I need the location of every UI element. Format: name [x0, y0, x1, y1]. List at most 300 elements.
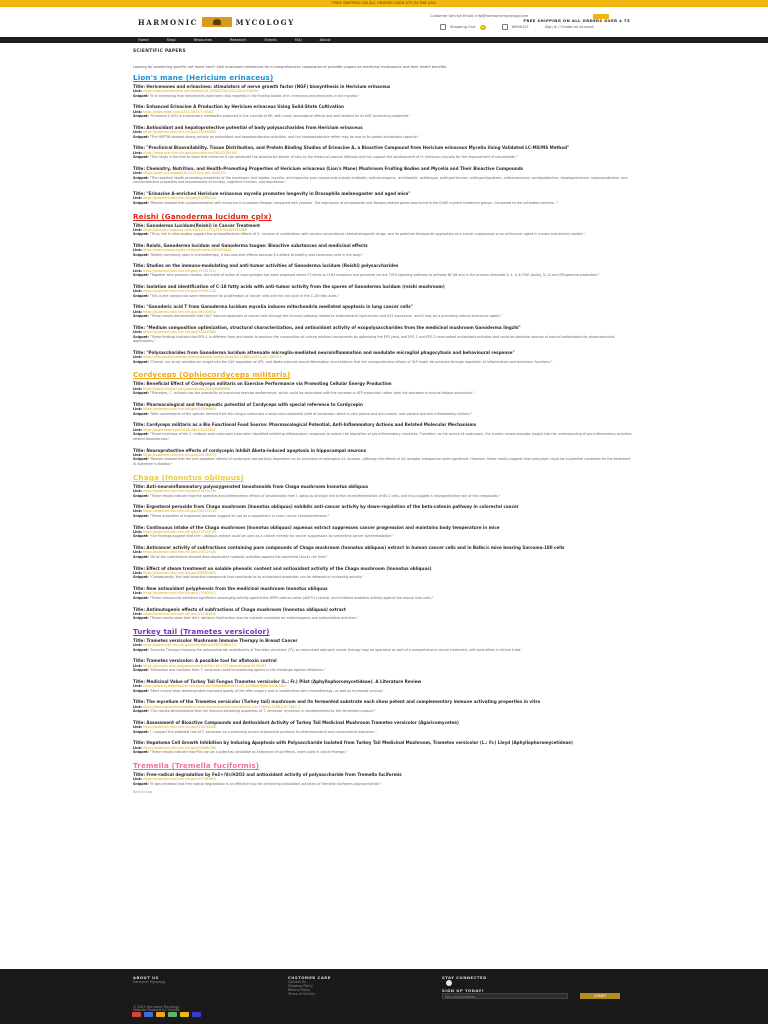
paper-entry: [133, 448, 633, 467]
snippet-label: Snippet:: [133, 114, 149, 119]
paper-snippet: "The reported health-promoting properties of the mushroom fruit bodies, mycelia, and bioactive pure compounds include antibiotic, anticarcinogenic, antidiabetic, antifatigue, antihypertensive, antihyperlipodemic, antisenescence, cardioprotective, hepatoprotective, nephroprotective, and neuroprotective properties and improvement of anxiety, cognitive function, and depression.": [133, 175, 628, 185]
paper-snippet-row: [133, 782, 633, 787]
paper-snippet: "Wild counterparts of the species derived from this fungus comprises a large and substantial yield of cordycepin which is very potent and anti-cancer, anti-oxidant and anti-inflammatory actions.": [149, 411, 473, 416]
nav-item-shop[interactable]: Shop: [166, 38, 176, 42]
paper-entry: [133, 525, 633, 539]
paper-snippet-row: [133, 155, 633, 160]
payment-method-icon: [180, 1012, 189, 1017]
snippet-label: Snippet:: [133, 575, 149, 580]
paper-snippet: "Our results demonstrated that the immune activating properties of T. versicolor mycelium is complemented by the fermented product.": [149, 709, 376, 714]
paper-snippet: "These results indicate that PSK can be a potential candidate as anticancer drug effects, when used in cancer therapy.": [149, 750, 348, 755]
link-label: Link:: [133, 704, 143, 709]
snippet-label: Snippet:: [133, 252, 149, 257]
paper-snippet-row: [133, 596, 633, 601]
snippet-label: Snippet:: [133, 688, 149, 693]
account-link[interactable]: Sign In / Create an Account: [544, 25, 594, 29]
payment-method-icon: [156, 1012, 165, 1017]
paper-snippet: "Results showed that supplementation with erinacine A increased lifespan compared with controls. The expression of antioxidants and lifespan-related genes was found in the EAHE mycelia treatment groups. Compared to the untreated controls...": [149, 200, 559, 205]
link-label: Link:: [133, 452, 143, 457]
paper-entry: [133, 504, 633, 518]
paper-title-text: Hericenones and erinacines: stimulators of nerve growth factor (NGF) biosynthesis in Hericium erinaceus: [146, 84, 391, 89]
snippet-label: Snippet:: [133, 513, 149, 518]
nav-item-events[interactable]: Events: [264, 38, 277, 42]
mushroom-logo-icon: [202, 17, 232, 27]
paper-snippet: "These results demonstrate that GA-T induced apoptosis of cancer cells through the intrinsic pathway related to mitochondrial dysfunction and p53 expression, and it may be a promising natural anticancer agent.": [149, 314, 503, 319]
snippet-label: Snippet:: [133, 175, 149, 180]
paper-snippet-row: [133, 709, 633, 714]
link-label: Link:: [133, 355, 143, 360]
paper-link[interactable]: https://pubmed.ncbi.nlm.nih.gov/17950597/: [143, 591, 217, 596]
paper-link[interactable]: https://pubmed.ncbi.nlm.nih.gov/25818060/: [143, 130, 217, 135]
title-label: Title:: [133, 283, 145, 289]
back-to-top-link[interactable]: Back to top: [133, 790, 152, 795]
paper-title-text: Cordyceps militaris as a Bio Functional Food Source: Pharmacological Potential, Anti-Inflammatory Actions and Related Molecular Mechanisms: [146, 422, 477, 428]
paper-title-text: Antioxidant and hepatoprotective potential of body polysaccharides from Hericium erinaceus: [146, 124, 363, 130]
paper-snippet: "Together with previous studies, the mode of action of macrophages has been proposed where F3 binds to TLR4 receptors and proceeds via the TLR4 signaling pathway to activate NF-kB and in the process stimulate IL-1, IL-6 (TNF-alpha), IL-12 and IFN-gamma production.": [149, 273, 600, 278]
title-label: Title:: [133, 638, 145, 643]
snippet-label: Snippet:: [133, 709, 149, 714]
paper-link[interactable]: https://www.ncbi.nlm.nih.gov/pmc/articles/PMC8229946/: [143, 150, 237, 155]
paper-snippet-row: [133, 494, 633, 499]
snippet-label: Snippet:: [133, 200, 149, 205]
shipping-notice: FREE SHIPPING ON ALL ORDERS OVER $ 75: [523, 18, 630, 23]
subscribe-button[interactable]: SUBMIT: [580, 993, 620, 999]
paper-title-text: Anti-neuroinflammatory polyoxygenated lanostanoids from Chaga mushroom Inonotus obliquus: [146, 483, 369, 489]
paper-entry: [133, 658, 633, 672]
paper-snippet: "Extraction and fractions from T. versicolor could be promising agents in the challenge against aflatoxins.": [149, 668, 326, 673]
nav-item-resources[interactable]: Resources: [193, 38, 213, 42]
paper-link[interactable]: https://journals.plos.org/plosone/article?id=10.1371/journal.pone.0150397: [143, 663, 267, 668]
link-label: Link:: [133, 289, 143, 294]
paper-entry: [133, 638, 633, 652]
snippet-label: Snippet:: [133, 729, 149, 734]
paper-entry: [133, 223, 633, 237]
paper-link[interactable]: https://pubmed.ncbi.nlm.nih.gov/15341521/: [143, 268, 217, 273]
footer-care-contact[interactable]: Contact Us: [288, 980, 307, 984]
snippet-label: Snippet:: [133, 616, 149, 621]
title-label: Title:: [133, 699, 145, 705]
footer-connect-heading: STAY CONNECTED: [442, 975, 487, 980]
footer-powered-by: Website Powered by Shopify: [133, 1008, 180, 1012]
intro-text: Looking for something specific not found here? Visit mushroom references for a comprehensive compilation of scientific papers on medicinal mushrooms and their health benefits.: [133, 65, 448, 69]
paper-link[interactable]: https://pubmed.ncbi.nlm.nih.gov/16430934/: [143, 309, 217, 314]
footer-care-terms[interactable]: Terms of Service: [288, 992, 316, 996]
title-label: Title:: [133, 165, 145, 171]
snippet-label: Snippet:: [133, 554, 149, 559]
paper-snippet: "These properties of ergosterol peroxide suggest its use as a supplement in colon cancer chemoprevention.": [149, 513, 330, 518]
logo-text-right: MYCOLOGY: [235, 17, 295, 27]
snippet-label: Snippet:: [133, 493, 149, 498]
heart-icon[interactable]: [502, 24, 508, 30]
title-label: Title:: [133, 191, 145, 197]
paper-link[interactable]: https://pubmed.ncbi.nlm.nih.gov/20666798/: [143, 745, 217, 750]
paper-snippet: "Our findings suggest that the I. obliquus extract could be used as a natural remedy for cancer suppression by preventing cancer overmetabolism.": [149, 534, 395, 539]
link-label: Link:: [133, 427, 143, 432]
paper-link[interactable]: https://pubmed.ncbi.nlm.nih.gov/29476977/: [143, 452, 217, 457]
snippet-label: Snippet:: [133, 93, 149, 98]
payment-method-icon: [168, 1012, 177, 1017]
paper-title-text: "Preclinical Bioavailability, Tissue Distribution, and Protein Binding Studies of Erinacine A, a Bioactive Compound from Hericium erinaceus Mycelia Using Validated LC-MS/MS Method": [146, 145, 570, 151]
link-label: Link:: [133, 386, 143, 391]
title-label: Title:: [133, 104, 145, 110]
title-label: Title:: [133, 242, 145, 248]
link-label: Link:: [133, 227, 143, 232]
paper-snippet-row: [133, 273, 633, 278]
title-label: Title:: [133, 719, 145, 725]
paper-snippet: "Therefore, C. militaris has the possibility of improving exercise performance, which could be associated with the increase in ATP production rather than the decrease in muscle fatigue production.": [149, 391, 475, 396]
paper-snippet-row: [133, 457, 633, 466]
paper-title-text: Assessment of Bioactive Compounds and Antioxidant Activity of Turkey Tail Medicinal Mushroom Trametes versicolor (Agaricomycetes): [146, 719, 459, 725]
paper-entry: [133, 586, 633, 600]
link-label: Link:: [133, 777, 143, 782]
link-label: Link:: [133, 150, 143, 155]
paper-snippet-row: [133, 360, 633, 365]
link-label: Link:: [133, 130, 143, 135]
paper-snippet-row: [133, 114, 633, 119]
payment-method-icon: [132, 1012, 141, 1017]
paper-entry: [133, 84, 633, 98]
link-label: Link:: [133, 529, 143, 534]
section-heading: Tremella (Tremella fuciformis): [133, 760, 260, 770]
paper-snippet-row: [133, 575, 633, 580]
paper-link[interactable]: https://www.mdpi.com/2311-5637/7/3/182: [143, 109, 214, 114]
snippet-label: Snippet:: [133, 273, 149, 278]
paper-title-text: Beneficial Effect of Cordyceps militaris on Exercise Performance via Promoting Cellular Energy Production: [146, 381, 392, 387]
paper-snippet-row: [133, 689, 633, 694]
paper-snippet-row: [133, 201, 633, 206]
snippet-label: Snippet:: [133, 314, 149, 319]
site-header: [0, 7, 768, 38]
title-label: Title:: [133, 483, 145, 489]
paper-title-text: Medicinal Value of Turkey Tail Fungus Trametes versicolor (L.: Fr.) Pilat (Aphyllophoromycetideae). A Literature Review: [146, 678, 422, 684]
paper-snippet: "It is interesting that hericenones have been also reported in the fruiting bodies of H. erinaceus and erinacines in the mycelia.": [149, 93, 360, 98]
announcement-bar: [0, 0, 768, 7]
link-label: Link:: [133, 611, 143, 616]
footer-care-shipping[interactable]: Shipping Policy: [288, 984, 313, 988]
paper-entry: [133, 263, 633, 277]
footer-about-heading: ABOUT US: [133, 975, 159, 980]
paper-snippet: "Most clinical trials demonstrated improved quality of life after surgery and in combination with chemotherapy, as well as increased survival.": [149, 688, 385, 693]
snippet-label: Snippet:: [133, 534, 149, 539]
link-label: Link:: [133, 309, 143, 314]
link-label: Link:: [133, 89, 143, 94]
link-label: Link:: [133, 550, 143, 555]
snippet-label: Snippet:: [133, 359, 149, 364]
paper-title-text: "Erinacine A-enriched Hericium erinaceus mycelia promotes longevity in Drosophila melanogaster and aged mice": [146, 191, 411, 197]
paper-title-text: New antioxidant polyphenols from the medicinal mushroom Inonotus obliquus: [146, 586, 328, 592]
section-heading: Turkey tail (Trametes versicolor): [133, 627, 270, 636]
paper-entry: [133, 125, 633, 139]
link-label: Link:: [133, 109, 143, 114]
link-label: Link:: [133, 684, 143, 689]
paper-title-text: Enhanced Erinacine A Production by Hericium erinaceus Using Solid-State Cultivation: [146, 104, 344, 110]
footer-about-text: Harmonic Mycology: [133, 980, 166, 984]
title-label: Title:: [133, 84, 145, 89]
paper-snippet: "This is the compounds were determined for proliferation of cancer cells and the cell cycle in the C-18 fatty acids.": [149, 293, 340, 298]
title-label: Title:: [133, 545, 145, 551]
nav-item-faq[interactable]: FAQ: [294, 38, 302, 42]
paper-link[interactable]: https://pubmed.ncbi.nlm.nih.gov/32622908/: [143, 330, 217, 335]
paper-entry: [133, 720, 633, 734]
link-label: Link:: [133, 570, 143, 575]
footer-care-heading: CUSTOMER CARE: [288, 975, 331, 980]
title-label: Title:: [133, 263, 145, 269]
paper-title-text: Anticancer activity of subfractions containing pure compounds of Chaga mushroom (Inonotus obliquus) extract in human cancer cells and in Balbc/c mice bearing Sarcoma-180 cells: [146, 545, 565, 551]
paper-snippet: "These compounds exhibited significant scavenging activity against the DPPH radical cation (ABTS+) radical, and inhibited oxidative activity against the mouse liver cells.": [149, 595, 434, 600]
link-label: Link:: [133, 591, 143, 596]
footer-copyright: © 2023 Harmonic Mycology: [133, 1005, 180, 1009]
link-label: Link:: [133, 745, 143, 750]
paper-snippet-row: [133, 232, 633, 237]
title-label: Title:: [133, 422, 145, 428]
paper-entry: [133, 304, 633, 318]
paper-snippet: "Widely commonly used in chemotherapy, it has also side effects because it's attack to healthy and cancerous cells in the body.": [149, 252, 363, 257]
paper-snippet: "Consequently, the total bioactive compounds that contribute to its antioxidant properties can be released in increasing activity.": [149, 575, 364, 580]
paper-entry: [133, 166, 633, 185]
paper-snippet: "Overall, our study provides an insight into the GLP regulation of LPS- and Abeta-induced neuroinflammation and evidence that the neuroprotective effects of GLP might be achieved through regulation of inflammation and behaviour functions.": [149, 359, 553, 364]
paper-title-text: Isolation and identification of C-18 fatty acids with anti-tumor activity from the spores of Ganoderma lucidum (reishi mushroom): [146, 283, 445, 289]
paper-entry: [133, 740, 633, 754]
paper-entry: [133, 243, 633, 257]
paper-snippet-row: [133, 730, 633, 735]
paper-entry: [133, 191, 633, 205]
paper-entry: [133, 772, 633, 786]
paper-title-text: Continuous intake of the Chaga mushroom (Inonotus obliquus) aqueous extract suppresses cancer progression and maintains body temperature in mice: [146, 524, 500, 530]
paper-title-text: "Ganoderic acid T from Ganoderma lucidum mycelia induces mitochondria mediated apoptosis in lung cancer cells": [146, 304, 413, 310]
title-label: Title:: [133, 222, 145, 228]
link-label: Link:: [133, 509, 143, 514]
paper-snippet: "Results showed that the anti-apoptotic effects of cordycepin are partially dependent on its activation of adenosine A1 receptor, although the effects of A2 receptor antagonism were significant. However, these results suggest that cordycepin could be a potential candidate for the treatment of Alzheimer's disease.": [133, 457, 631, 467]
paper-link[interactable]: https://www.mdpi.com/2076-2607/10/2/405: [143, 427, 216, 432]
paper-snippet-row: [133, 432, 633, 441]
title-label: Title:: [133, 304, 145, 310]
paper-title-text: Hepatoma Cell Growth Inhibition by Inducing Apoptosis with Polysaccharide Isolated from Turkey Tail Medicinal Mushroom, Trametes versicolor (L.: Fr.) Lloyd (Aphyllophoromycetideae): [146, 740, 573, 746]
snippet-label: Snippet:: [133, 334, 149, 339]
paper-link[interactable]: https://pubmed.ncbi.nlm.nih.gov/31470138/: [143, 488, 217, 493]
paper-entry: [133, 104, 633, 118]
paper-link[interactable]: https://pubmed.ncbi.nlm.nih.gov/26213254/: [143, 509, 217, 514]
paper-entry: [133, 145, 633, 159]
paper-snippet-row: [133, 534, 633, 539]
paper-link[interactable]: https://www.ncbi.nlm.nih.gov/pmc/articles/PMC3369477/: [143, 643, 237, 648]
snippet-label: Snippet:: [133, 647, 149, 652]
paper-link[interactable]: https://pubs.acs.org/doi/10.1021/acs.jafc.5b02914: [143, 171, 227, 176]
paper-entry: [133, 350, 633, 364]
paper-title-text: The mycelium of the Trametes versicolor (Turkey tail) mushroom and its fermented substrate each show potent and complementary immune activating properties in vitro: [146, 699, 541, 705]
paper-snippet: "All of the subfractions showed dose-dependent cytotoxic activities against the examined cancer cell lines.": [149, 554, 329, 559]
paper-title-text: Antimutagenic effects of subfractions of Chaga mushroom (Inonotus obliquus) extract: [146, 606, 346, 612]
paper-link[interactable]: https://pubmed.ncbi.nlm.nih.gov/31398222/: [143, 196, 217, 201]
title-label: Title:: [133, 350, 145, 355]
title-label: Title:: [133, 324, 145, 330]
paper-entry: [133, 402, 633, 416]
paper-entry: [133, 422, 633, 441]
site-logo[interactable]: [138, 16, 295, 28]
title-label: Title:: [133, 771, 145, 777]
paper-entry: [133, 679, 633, 693]
paper-entry: [133, 381, 633, 395]
footer-care-refund[interactable]: Refund Policy: [288, 988, 311, 992]
paper-snippet-row: [133, 514, 633, 519]
snippet-label: Snippet:: [133, 781, 149, 786]
paper-snippet-row: [133, 253, 633, 258]
snippet-label: Snippet:: [133, 411, 149, 416]
link-label: Link:: [133, 643, 143, 648]
paper-link[interactable]: https://pubmed.ncbi.nlm.nih.gov/17194610/: [143, 611, 217, 616]
section-heading: Lion's mane (Hericium erinaceus): [133, 73, 274, 82]
title-label: Title:: [133, 524, 145, 530]
paper-title-text: Pharmacological and therapeutic potential of Cordyceps with special reference to Cordycepin: [146, 401, 363, 407]
section-heading: Chaga (Inonotus obliquus): [133, 472, 244, 482]
paper-entry: [133, 325, 633, 344]
snippet-label: Snippet:: [133, 391, 149, 396]
snippet-label: Snippet:: [133, 668, 149, 673]
snippet-label: Snippet:: [133, 595, 149, 600]
paper-snippet-row: [133, 294, 633, 299]
page-title: SCIENTIFIC PAPERS: [133, 49, 186, 54]
title-label: Title:: [133, 740, 145, 746]
title-label: Title:: [133, 124, 145, 130]
snippet-label: Snippet:: [133, 457, 149, 462]
link-label: Link:: [133, 268, 143, 273]
main-nav: [0, 37, 768, 43]
paper-entry: [133, 484, 633, 498]
header-account-row: [440, 24, 594, 30]
snippet-label: Snippet:: [133, 232, 149, 237]
nav-item-home[interactable]: Home: [138, 38, 149, 42]
paper-title-text: "Medium composition optimization, structural characterization, and antioxidant activity of exopolysaccharides from the medicinal mushroom Ganoderma lingzhi": [146, 324, 521, 330]
footer-signup-heading: SIGN UP TODAY!: [442, 988, 484, 993]
logo-text-left: HARMONIC: [138, 17, 198, 27]
paper-link[interactable]: https://www.hindawi.com/journals/mi/2020/8888888/: [143, 386, 231, 391]
paper-snippet-row: [133, 648, 633, 653]
paper-link[interactable]: https://pubmed.ncbi.nlm.nih.gov/24596665/: [143, 407, 217, 412]
wishlist-link[interactable]: WISHLIST: [511, 25, 529, 29]
paper-link[interactable]: https://pubmed.ncbi.nlm.nih.gov/15894120/: [143, 289, 217, 294]
paper-link[interactable]: https://jneuroinflammation.biomedcentral.com/articles/10.1186/s12974-017-0839-0: [143, 355, 282, 360]
paper-snippet: "Thus, the in vitro studies support the antiproliferative effects of G. lucidum in combination with various conventional chemotherapeutic drugs, and its potential therapeutic application as a cancer suppressive or an anticancer agent in human and animal models.": [149, 232, 585, 237]
payment-method-icon: [144, 1012, 153, 1017]
paper-title-text: Trametes versicolor Mushroom Immune Therapy in Breast Cancer: [146, 638, 298, 643]
facebook-icon[interactable]: [446, 980, 452, 986]
papers-list: [133, 73, 633, 786]
paper-snippet: "The HEPTW showed strong activity on antioxidant and hepatoprotective activities, and the hepatoprotective effect may be due to its potent antioxidant capacity.": [149, 134, 420, 139]
title-label: Title:: [133, 678, 145, 684]
paper-entry: [133, 284, 633, 298]
paper-link[interactable]: https://www.dl.begellhouse.com/journals/708ae68d64b17c52,4f3d6ad76e0d2e36.html: [143, 684, 287, 689]
paper-snippet: "Immune Therapy involving the polysaccharide constituents of Trametes versicolor (TV) an immunized adjuvant cancer therapy may be operative as part of a comprehensive cancer treatment, with best effect in clinical trials.": [149, 647, 523, 652]
paper-title-text: Effect of steam treatment on soluble phenolic content and antioxidant activity of the Chaga mushroom (Inonotus obliquus): [146, 565, 432, 571]
paper-entry: [133, 545, 633, 559]
title-label: Title:: [133, 401, 145, 407]
paper-title-text: Ergosterol peroxide from Chaga mushroom (Inonotus obliquus) exhibits anti-cancer activity by down-regulation of the beta-catenin pathway in colorectal cancer: [146, 504, 519, 510]
snippet-label: Snippet:: [133, 432, 149, 437]
link-label: Link:: [133, 725, 143, 730]
link-label: Link:: [133, 330, 143, 335]
title-label: Title:: [133, 658, 145, 664]
paper-snippet-row: [133, 176, 633, 185]
paper-snippet-row: [133, 555, 633, 560]
paper-link[interactable]: https://pubmed.ncbi.nlm.nih.gov/25812516/: [143, 550, 217, 555]
paper-entry: [133, 699, 633, 713]
main-content: [133, 49, 633, 795]
paper-title-text: Chemistry, Nutrition, and Health-Promoting Properties of Hericium erinaceus (Lion's Mane) Mushroom Fruiting Bodies and Mycelia and Their Bioactive Compounds: [146, 165, 524, 171]
paper-entry: [133, 566, 633, 580]
title-label: Title:: [133, 504, 145, 510]
snippet-label: Snippet:: [133, 750, 149, 755]
cart-link[interactable]: Shopping Cart: [450, 25, 476, 29]
contact-line: Customer Service Email: info@harmonicmycology.com: [430, 14, 529, 18]
title-label: Title:: [133, 565, 145, 571]
snippet-label: Snippet:: [133, 155, 149, 160]
paper-snippet-row: [133, 314, 633, 319]
payment-method-icon: [192, 1012, 201, 1017]
snippet-label: Snippet:: [133, 293, 149, 298]
paper-link[interactable]: https://pubmed.ncbi.nlm.nih.gov/31679226/: [143, 725, 217, 730]
paper-snippet: "...support the potential role of T. versicolor as a promising source of bioactive products for pharmaceutical and nutraceutical industries.": [149, 729, 377, 734]
paper-snippet: "This study is the first to show that erinacine A can penetrate the blood-brain barrier of rats by the means of passive diffusion and has support the development of H. erinaceus mycelia for the improvement of neurohealth.": [149, 155, 518, 160]
paper-snippet-row: [133, 94, 633, 99]
payment-icons: [132, 1012, 201, 1017]
shopping-bag-icon[interactable]: [440, 24, 446, 30]
link-label: Link:: [133, 407, 143, 412]
paper-snippet: "It was revealed that free radical degradation is an effective way for enhancing antioxidant activities of Tremella fuciformis polysaccharide.": [149, 781, 382, 786]
paper-title-text: Studies on the immuno-modulating and anti-tumor activities of Ganoderma lucidum (Reishi) polysaccharides: [146, 263, 399, 269]
paper-title-text: Trametes versicolor: A possible tool for aflatoxin control: [146, 658, 277, 664]
link-label: Link:: [133, 663, 143, 668]
paper-title-text: Ganoderma Lucidum(Reishi) in Cancer Treatment: [146, 222, 261, 228]
title-label: Title:: [133, 586, 145, 592]
paper-snippet: "These results indicate that the potential anti-inflammatory effects of lanostanoids from I. obliquus strongly link to the neuroinflammation of BV-2 cells, and thus suggest a neuroprotective role of the compounds.": [149, 493, 501, 498]
link-label: Link:: [133, 488, 143, 493]
paper-snippet-row: [133, 335, 633, 344]
paper-title-text: Free-radical degradation by Fe2+/Vc/H2O2 and antioxidant activity of polysaccharide from Tremella fuciformis: [146, 771, 402, 777]
newsletter-email-input[interactable]: Your email address: [442, 993, 568, 999]
paper-link[interactable]: https://pubmed.ncbi.nlm.nih.gov/27433233/: [143, 529, 217, 534]
nav-item-about[interactable]: About: [319, 38, 331, 42]
paper-snippet: "These functions of the C. militaris and cordycepin have been identified inhibiting inflammatory responses to reduce the regulation of pro-inflammatory cytokines. Therefore, as the source of cordycepin, the current review provides insight into the understanding of pro-inflammatory activities related biomolecules.": [133, 432, 632, 441]
paper-snippet-row: [133, 668, 633, 673]
paper-snippet: "These results show that the I. obliquus Subfraction may be suitable candidate for antimutagenic and antioxidative activities.": [149, 616, 359, 621]
paper-link[interactable]: https://www.researchgate.net/publication/285993040: [143, 248, 232, 253]
paper-title-text: Reishi, Ganoderma lucidum and Ganoderma tsugae: Bioactive substances and medicinal effects: [146, 242, 368, 248]
link-label: Link:: [133, 171, 143, 176]
link-label: Link:: [133, 196, 143, 201]
section-heading: Cordyceps (Ophiocordyceps militaris): [133, 370, 291, 380]
paper-link[interactable]: https://pubmed.ncbi.nlm.nih.gov/28985965/: [143, 570, 217, 575]
paper-snippet-row: [133, 750, 633, 755]
paper-snippet-row: [133, 135, 633, 140]
link-label: Link:: [133, 248, 143, 253]
paper-link[interactable]: https://journals.sagepub.com/doi/10.1177/1534735403259066: [143, 227, 247, 232]
paper-title-text: Neuroprotective effects of cordycepin inhibit Abeta-induced apoptosis in hippocampal neurons: [146, 447, 367, 453]
paper-snippet-row: [133, 616, 633, 621]
paper-title-text: "Polysaccharides from Ganoderma lucidum attenuate microglia-mediated neuroinflammation and modulate microglial phagocytosis and behavioural response": [146, 350, 515, 355]
snippet-label: Snippet:: [133, 134, 149, 139]
title-label: Title:: [133, 606, 145, 612]
paper-link[interactable]: https://www.tandfonline.com/doi/full/10.1080/21501203.2010.538091: [143, 89, 259, 94]
paper-snippet-row: [133, 412, 633, 417]
paper-entry: [133, 607, 633, 621]
paper-snippet-row: [133, 391, 633, 396]
paper-link[interactable]: https://pubmed.ncbi.nlm.nih.gov/24708983/: [143, 777, 217, 782]
paper-link[interactable]: https://bmccomplementmedtherapies.biomedcentral.com/articles/10.1186/s12906-019-2681-7: [143, 704, 301, 709]
title-label: Title:: [133, 447, 145, 453]
title-label: Title:: [133, 381, 145, 387]
nav-item-research[interactable]: Research: [230, 38, 247, 42]
site-footer: [0, 969, 768, 1024]
cart-count-badge: 0: [480, 25, 486, 30]
